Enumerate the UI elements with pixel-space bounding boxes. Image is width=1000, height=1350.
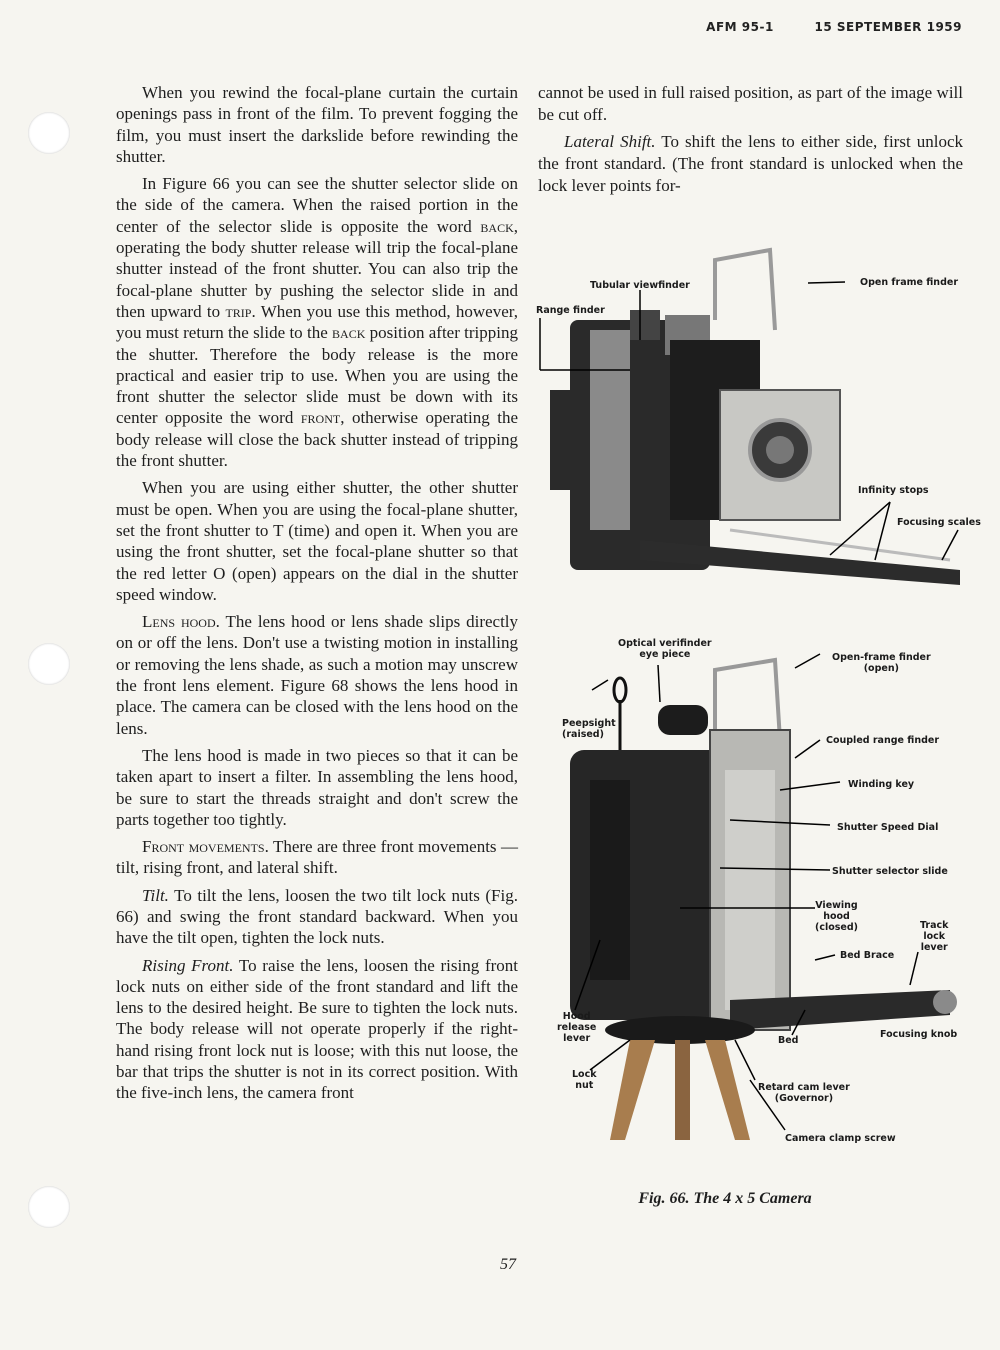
run-in-heading: Lens hood. (142, 612, 220, 632)
label-coupled-range-finder: Coupled range finder (826, 735, 940, 746)
paragraph: In Figure 66 you can see the shutter selector slide on the side of the camera. When the raised portion in the center of the selector slide is opposite the word back, operating the body shutter release will trip the focal-plane shutter instead of the front shutter. You can also trip the focal-plane shutter by pushing the selector slide in and then upward to trip. When you use this method, however, you must return the slide to the back position after tripping the shutter. Therefore the body release is the more practical and easier trip to use. When you are using the front shutter the selector slide must be down with its center opposite the word front, otherwise operating the body release will close the back shutter instead of tripping the front shutter. (116, 174, 518, 471)
label-focusing-knob: Focusing knob (880, 1029, 958, 1040)
label-open-frame-finder: Open frame finder (860, 277, 959, 288)
label-viewing-hood: Viewing hood (closed) (815, 900, 858, 933)
label-shutter-selector-slide: Shutter selector slide (832, 866, 948, 877)
camera-photo-bottom (530, 640, 970, 1140)
doc-id: AFM 95-1 (706, 20, 774, 34)
label-lock-nut: Lock nut (572, 1069, 597, 1091)
paragraph: When you are using either shutter, the other shutter must be open. When you are using the focal-plane shutter, set the front shutter to T (time) and open it. When you are using the front shutter, set the focal-plane shutter so that the red letter O (open) appears on the dial in the shutter speed window. (116, 478, 518, 604)
paragraph: Lens hood. The lens hood or lens shade slips directly on or off the lens. Don't use a twisting motion in installing or removing the lens shade, as such a motion may unscrew the front lens element. Figure 68 shows the lens hood in place. The camera can be closed with the lens hood on the lens. (116, 612, 519, 738)
label-camera-clamp-screw: Camera clamp screw (785, 1133, 896, 1144)
label-bed-brace: Bed Brace (840, 950, 895, 961)
label-optical-verifinder: Optical verifinder eye piece (618, 638, 712, 660)
label-hood-release-lever: Hood release lever (557, 1011, 597, 1044)
label-infinity-stops: Infinity stops (858, 485, 929, 496)
label-focusing-scales: Focusing scales (897, 517, 981, 528)
label-tubular-viewfinder: Tubular viewfinder (590, 280, 690, 291)
camera-photo-top (530, 240, 970, 600)
label-open-frame-finder-open: Open-frame finder (open) (832, 652, 931, 674)
paragraph: Rising Front. To raise the lens, loosen the rising front lock nuts on either side of the front standard and lift the lens to the desired height. Be sure to tighten the lock nuts. The body release will not operate properly if the right-hand rising front lock nut is loose; with this nut loose, the bar that trips the shutter is not in its correct position. With the five-inch lens, the camera front (116, 955, 518, 1103)
label-retard-cam-lever: Retard cam lever (Governor) (758, 1082, 850, 1104)
run-in-heading: Tilt. (142, 885, 169, 905)
paragraph: Tilt. To tilt the lens, loosen the two tilt lock nuts (Fig. 66) and swing the front standard backward. When you have the tilt open, tighten the lock nuts. (116, 885, 518, 948)
label-shutter-speed-dial: Shutter Speed Dial (837, 822, 939, 833)
paragraph: The lens hood is made in two pieces so that it can be taken apart to insert a filter. In assembling the lens hood, be sure to start the threads straight and don't screw the parts together too tightly. (116, 745, 518, 829)
paragraph: cannot be used in full raised position, as part of the image will be cut off. (538, 83, 963, 124)
label-peepsight: Peepsight (raised) (562, 718, 616, 740)
paragraph: Front movements. There are three front movements — tilt, rising front, and lateral shift. (116, 837, 518, 878)
run-in-heading: Rising Front. (142, 955, 234, 975)
punch-hole-top (28, 112, 70, 154)
left-column (116, 82, 518, 1110)
figure-caption: Fig. 66. The 4 x 5 Camera (638, 1190, 812, 1207)
run-in-heading: Lateral Shift. (564, 132, 656, 151)
run-in-heading: Front movements. (142, 837, 269, 857)
punch-hole-bottom (28, 1186, 70, 1228)
label-track-lock-lever: Track lock lever (920, 920, 949, 953)
doc-date: 15 SEPTEMBER 1959 (814, 20, 962, 34)
paragraph: Lateral Shift. To shift the lens to either side, first unlock the front standard. (The front standard is unlocked when the lock lever points for- (538, 132, 963, 195)
running-header (670, 20, 962, 34)
page-number: 57 (500, 1256, 516, 1273)
punch-hole-middle (28, 643, 70, 685)
label-winding-key: Winding key (848, 779, 915, 790)
label-range-finder: Range finder (536, 305, 605, 316)
label-bed: Bed (778, 1035, 799, 1046)
paragraph: When you rewind the focal-plane curtain the curtain openings pass in front of the film. To prevent fogging the film, you must insert the darkslide before rewinding the shutter. (116, 83, 518, 166)
right-column (538, 82, 963, 202)
